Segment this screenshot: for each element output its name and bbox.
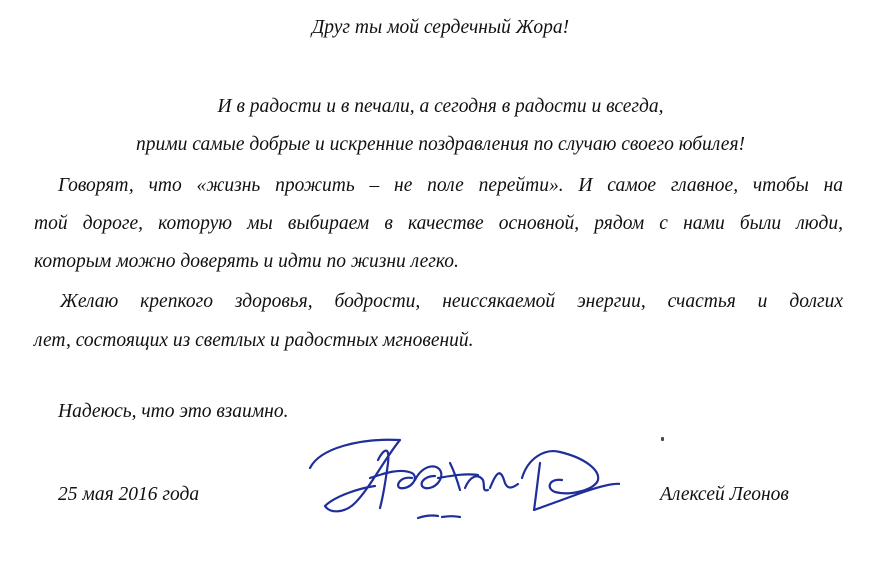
greeting: Друг ты мой сердечный Жора!	[311, 17, 570, 38]
paragraph2-line1: Говорят, что «жизнь прожить – не поле перейти». И самое главное, чтобы на	[58, 175, 843, 196]
letter-date: 25 мая 2016 года	[58, 484, 200, 505]
handwritten-signature	[300, 418, 620, 533]
paragraph2-line2: той дороге, которую мы выбираем в качестве основной, рядом с нами были люди,	[34, 213, 843, 234]
closing-line: Надеюсь, что это взаимно.	[58, 401, 289, 422]
paragraph3-line2: лет, состоящих из светлых и радостных мгновений.	[34, 330, 474, 351]
ink-speck	[661, 437, 664, 441]
paragraph2-line3: которым можно доверять и идти по жизни легко.	[34, 251, 459, 272]
paragraph1-line2: прими самые добрые и искренние поздравления по случаю своего юбилея!	[135, 134, 746, 155]
author-name: Алексей Леонов	[660, 484, 789, 505]
paragraph1-line1: И в радости и в печали, а сегодня в радости и всегда,	[217, 96, 664, 117]
paragraph3-line1: Желаю крепкого здоровья, бодрости, неиссякаемой энергии, счастья и долгих	[60, 291, 843, 312]
